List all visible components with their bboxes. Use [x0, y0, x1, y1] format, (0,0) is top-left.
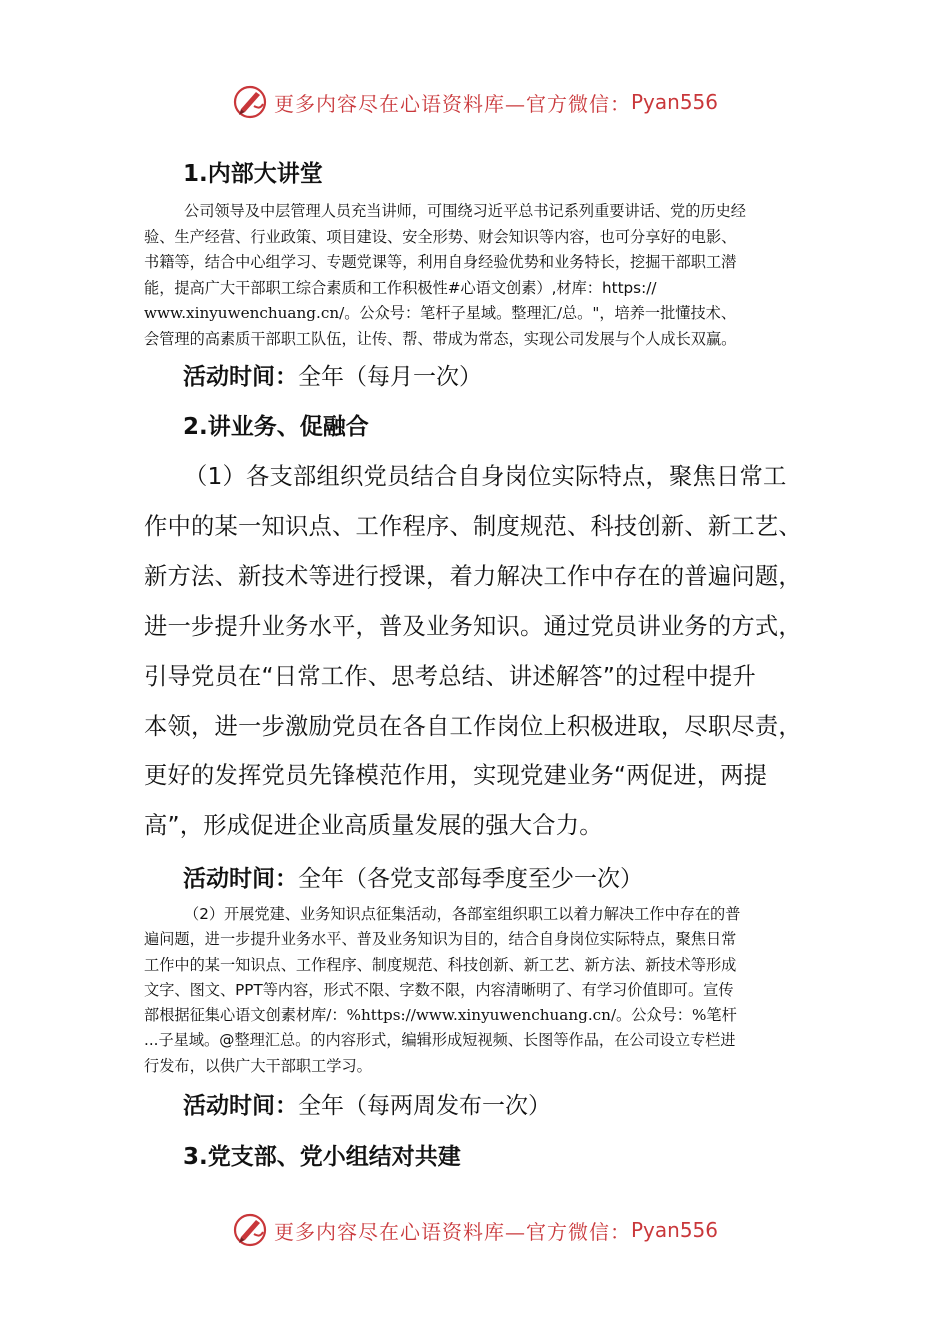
section-1-body: [144, 199, 806, 353]
text-line: 公司领导及中层管理人员充当讲师，可围绕习近平总书记系列重要讲话、党的历史经: [184, 202, 746, 220]
text-line: 书籍等，结合中心组学习、专题党课等，利用自身经验优势和业务特长，挖掘干部职工潜: [144, 253, 737, 272]
activity-time: [183, 860, 643, 893]
header-banner: [0, 82, 950, 122]
text-line: 验、生产经营、行业政策、项目建设、安全形势、财会知识等内容，也可分享好的电影、: [144, 227, 737, 246]
section-heading: 2.讲业务、促融合: [183, 414, 369, 440]
text-line: 引导党员在“日常工作、思考总结、讲述解答”的过程中提升: [144, 662, 756, 690]
section-2-paragraph-1: [144, 452, 806, 851]
text-line: 遍问题，进一步提升业务水平、普及业务知识为目的，结合自身岗位实际特点，聚焦日常: [144, 930, 737, 949]
text-line: 文字、图文、PPT等内容，形式不限、字数不限，内容清晰明了、有学习价值即可。宣传: [144, 980, 734, 999]
text-line: 会管理的高素质干部职工队伍，让传、帮、带成为常态，实现公司发展与个人成长双赢。: [144, 329, 737, 348]
text-line: 进一步提升业务水平，普及业务知识。通过党员讲业务的方式，: [144, 612, 802, 640]
text-line: 更好的发挥党员先锋模范作用，实现党建业务“两促进，两提: [144, 762, 768, 790]
text-line: 行发布，以供广大干部职工学习。: [144, 1056, 372, 1075]
pen-logo-icon: [232, 1212, 268, 1248]
activity-time-value: 全年（每两周发布一次）: [298, 1093, 551, 1119]
activity-time: [183, 1087, 551, 1120]
section-2-paragraph-2: [144, 902, 806, 1079]
text-line: （2）开展党建、业务知识点征集活动，各部室组织职工以着力解决工作中存在的普: [184, 905, 741, 923]
activity-time: [183, 358, 482, 391]
text-line: 能，提高广大干部职工综合素质和工作积极性#心语文创素）,材库：https://: [144, 278, 657, 297]
banner-text: 更多内容尽在心语资料库—官方微信：: [273, 91, 631, 116]
text-line: 高”，形成促进企业高质量发展的强大合力。: [144, 812, 603, 840]
activity-time-label: 活动时间：: [183, 1093, 298, 1119]
text-line: 新方法、新技术等进行授课，着力解决工作中存在的普遍问题，: [144, 562, 802, 590]
text-line: （1）各支部组织党员结合自身岗位实际特点，聚焦日常工: [184, 463, 787, 490]
wechat-id: Pyan556: [630, 90, 718, 114]
activity-time-value: 全年（每月一次）: [298, 364, 482, 390]
section-heading: 1.内部大讲堂: [183, 161, 323, 187]
text-line: 部根据征集心语文创素材库/：%https://www.xinyuwenchuang.cn/。公众号：%笔杆: [144, 1006, 737, 1025]
pen-logo-icon: [232, 84, 268, 120]
activity-time-label: 活动时间：: [183, 364, 298, 390]
text-line: 工作中的某一知识点、工作程序、制度规范、科技创新、新工艺、新方法、新技术等形成: [144, 955, 737, 974]
section-heading: 3.党支部、党小组结对共建: [183, 1144, 461, 1170]
activity-time-label: 活动时间：: [183, 866, 298, 892]
wechat-id: Pyan556: [630, 1218, 718, 1242]
text-line: 作中的某一知识点、工作程序、制度规范、科技创新、新工艺、: [144, 512, 802, 540]
banner-text: 更多内容尽在心语资料库—官方微信：: [273, 1219, 631, 1244]
footer-banner: [0, 1210, 950, 1250]
text-line: 本领，进一步激励党员在各自工作岗位上积极进取，尽职尽责，: [144, 712, 802, 740]
text-line: ...子星域。@整理汇总。的内容形式，编辑形成短视频、长图等作品，在公司设立专栏进: [144, 1031, 736, 1050]
activity-time-value: 全年（各党支部每季度至少一次）: [298, 866, 643, 892]
text-line: www.xinyuwenchuang.cn/。公众号：笔杆子星域。整理汇/总。"，培养一批懂技术、: [144, 304, 737, 323]
